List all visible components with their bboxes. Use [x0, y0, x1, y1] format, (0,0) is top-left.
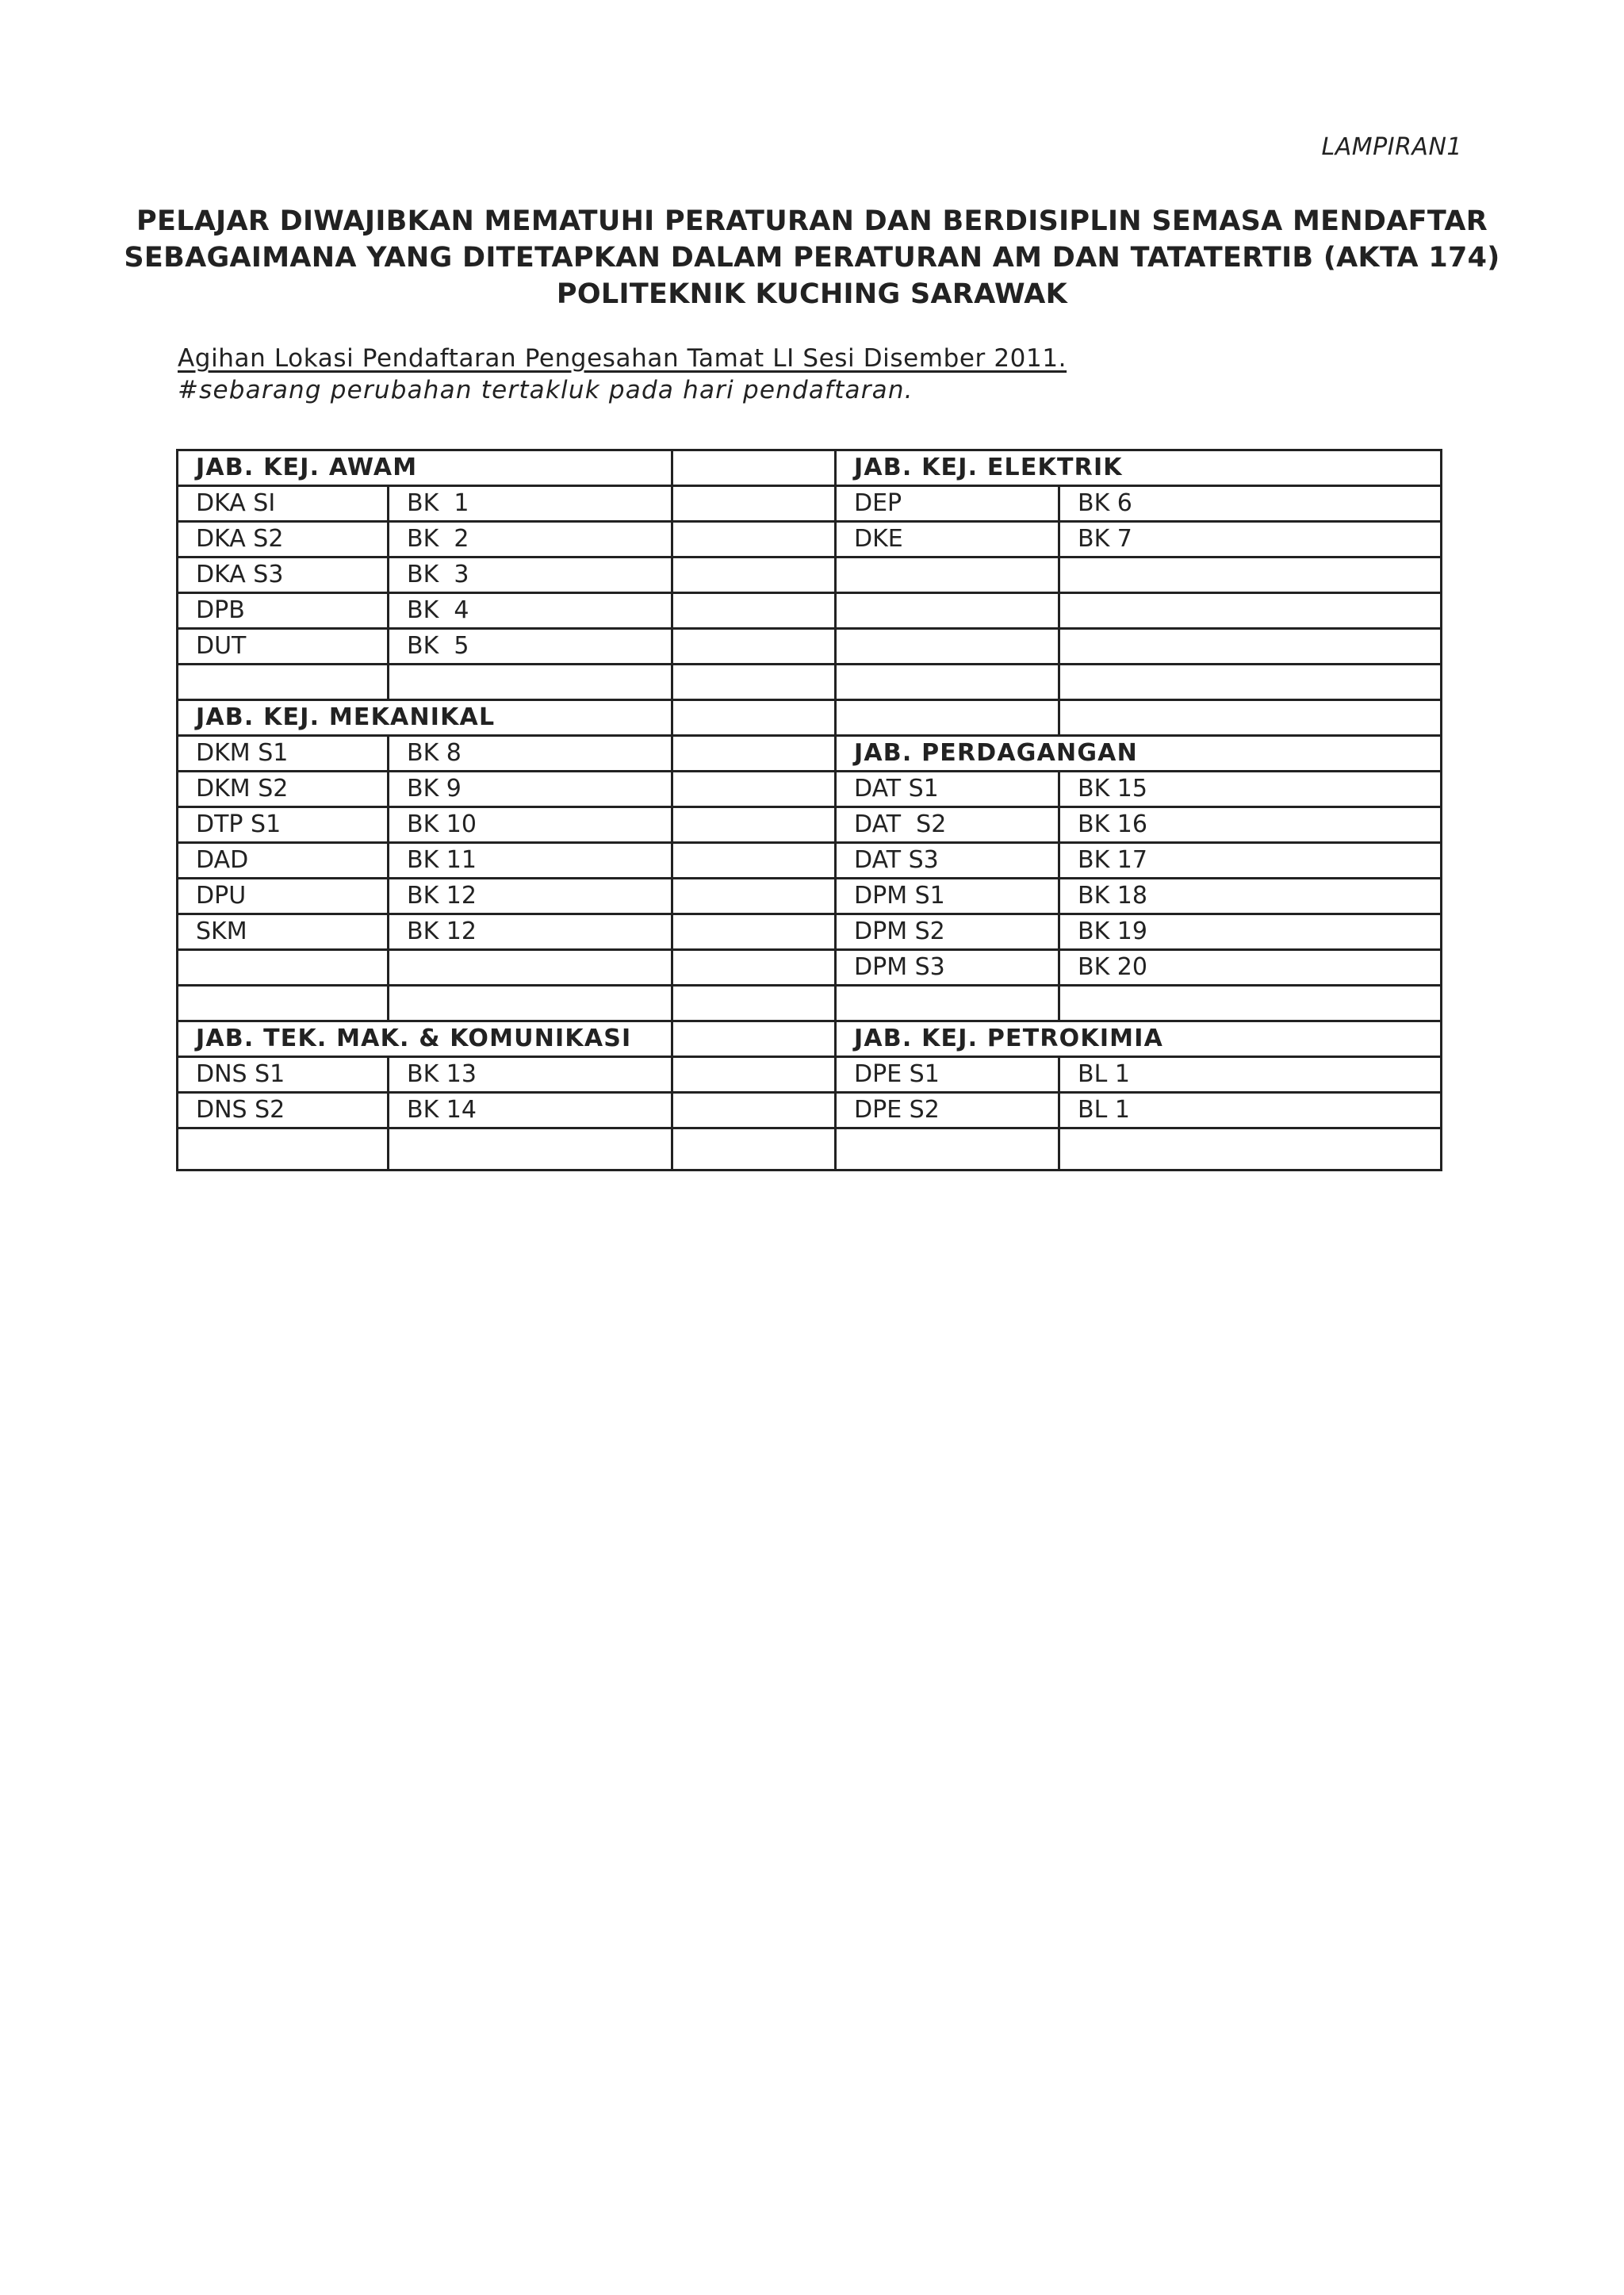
location-cell: BK 2: [389, 522, 672, 557]
program-cell: DAT S1: [836, 772, 1059, 807]
program-cell: DPM S3: [836, 950, 1059, 986]
table-caption: Agihan Lokasi Pendaftaran Pengesahan Tamat LI Sesi Disember 2011.: [178, 344, 1067, 373]
empty-cell: [672, 879, 836, 914]
table-row: [178, 522, 1442, 557]
table-row: [178, 843, 1442, 879]
empty-cell: [1059, 986, 1442, 1021]
table-row: [178, 1021, 1442, 1057]
program-cell: DNS S2: [178, 1093, 389, 1128]
program-cell: DPB: [178, 593, 389, 629]
table-row: [178, 1128, 1442, 1170]
program-cell: DKM S2: [178, 772, 389, 807]
empty-cell: [836, 700, 1059, 736]
empty-cell: [1059, 593, 1442, 629]
empty-cell: [672, 486, 836, 522]
empty-cell: [672, 557, 836, 593]
empty-cell: [389, 986, 672, 1021]
program-cell: SKM: [178, 914, 389, 950]
program-cell: DUT: [178, 629, 389, 665]
table-row: [178, 914, 1442, 950]
empty-cell: [389, 665, 672, 700]
empty-cell: [178, 950, 389, 986]
program-cell: DKE: [836, 522, 1059, 557]
location-cell: BK 9: [389, 772, 672, 807]
location-cell: BK 1: [389, 486, 672, 522]
program-cell: DPU: [178, 879, 389, 914]
location-cell: BK 11: [389, 843, 672, 879]
location-cell: BK 8: [389, 736, 672, 772]
empty-cell: [836, 665, 1059, 700]
empty-cell: [836, 1128, 1059, 1170]
program-cell: DPE S1: [836, 1057, 1059, 1093]
empty-cell: [1059, 700, 1442, 736]
location-cell: BK 16: [1059, 807, 1442, 843]
empty-cell: [672, 1057, 836, 1093]
empty-cell: [672, 843, 836, 879]
dept-header-awam: JAB. KEJ. AWAM: [178, 450, 389, 486]
dept-header-tmk: JAB. TEK. MAK. & KOMUNIKASI: [178, 1021, 389, 1057]
table-row: [178, 700, 1442, 736]
empty-cell: [672, 450, 836, 486]
table-row: [178, 486, 1442, 522]
program-cell: DEP: [836, 486, 1059, 522]
location-cell: BL 1: [1059, 1057, 1442, 1093]
program-cell: DTP S1: [178, 807, 389, 843]
program-cell: DNS S1: [178, 1057, 389, 1093]
program-cell: DPE S2: [836, 1093, 1059, 1128]
empty-cell: [672, 807, 836, 843]
program-cell: DAD: [178, 843, 389, 879]
location-cell: BK 20: [1059, 950, 1442, 986]
dept-header-elektrik: JAB. KEJ. ELEKTRIK: [836, 450, 1059, 486]
heading-line: SEBAGAIMANA YANG DITETAPKAN DALAM PERATURAN AM DAN TATATERTIB (AKTA 174): [124, 242, 1500, 274]
empty-cell: [389, 450, 672, 486]
location-cell: BK 5: [389, 629, 672, 665]
empty-cell: [178, 1128, 389, 1170]
program-cell: DPM S2: [836, 914, 1059, 950]
empty-cell: [389, 1128, 672, 1170]
location-cell: BK 3: [389, 557, 672, 593]
heading-line: POLITEKNIK KUCHING SARAWAK: [556, 278, 1068, 310]
program-cell: DPM S1: [836, 879, 1059, 914]
empty-cell: [836, 629, 1059, 665]
table-row: [178, 665, 1442, 700]
empty-cell: [1059, 665, 1442, 700]
location-cell: BK 6: [1059, 486, 1442, 522]
table-row: [178, 736, 1442, 772]
intro-block: [178, 343, 1067, 406]
location-cell: BK 10: [389, 807, 672, 843]
table-row: [178, 950, 1442, 986]
table-row: [178, 807, 1442, 843]
dept-header-petrokimia: JAB. KEJ. PETROKIMIA: [836, 1021, 1059, 1057]
empty-cell: [178, 986, 389, 1021]
location-cell: BK 4: [389, 593, 672, 629]
table-row: [178, 593, 1442, 629]
table-row: [178, 557, 1442, 593]
empty-cell: [1059, 1128, 1442, 1170]
table-row: [178, 1093, 1442, 1128]
empty-cell: [672, 593, 836, 629]
program-cell: DKA S3: [178, 557, 389, 593]
empty-cell: [672, 1128, 836, 1170]
location-cell: BK 19: [1059, 914, 1442, 950]
empty-cell: [836, 593, 1059, 629]
annex-label: LAMPIRAN1: [1321, 133, 1462, 161]
table-row: [178, 986, 1442, 1021]
dept-header-mekanikal: JAB. KEJ. MEKANIKAL: [178, 700, 389, 736]
empty-cell: [178, 665, 389, 700]
empty-cell: [389, 950, 672, 986]
table-row: [178, 450, 1442, 486]
empty-cell: [672, 736, 836, 772]
empty-cell: [836, 986, 1059, 1021]
program-cell: DAT S2: [836, 807, 1059, 843]
program-cell: DKM S1: [178, 736, 389, 772]
empty-cell: [836, 557, 1059, 593]
empty-cell: [672, 700, 836, 736]
empty-cell: [1059, 557, 1442, 593]
empty-cell: [672, 986, 836, 1021]
program-cell: DAT S3: [836, 843, 1059, 879]
dept-header-perdagangan: JAB. PERDAGANGAN: [836, 736, 1059, 772]
table-row: [178, 772, 1442, 807]
heading-line: PELAJAR DIWAJIBKAN MEMATUHI PERATURAN DAN BERDISIPLIN SEMASA MENDAFTAR: [136, 205, 1488, 237]
empty-cell: [672, 629, 836, 665]
program-cell: DKA SI: [178, 486, 389, 522]
location-cell: BK 17: [1059, 843, 1442, 879]
empty-cell: [672, 1021, 836, 1057]
location-cell: BL 1: [1059, 1093, 1442, 1128]
location-cell: BK 7: [1059, 522, 1442, 557]
location-cell: BK 15: [1059, 772, 1442, 807]
document-heading: [119, 203, 1505, 312]
location-cell: BK 14: [389, 1093, 672, 1128]
location-cell: BK 18: [1059, 879, 1442, 914]
location-cell: BK 13: [389, 1057, 672, 1093]
empty-cell: [672, 522, 836, 557]
table-row: [178, 879, 1442, 914]
empty-cell: [672, 1093, 836, 1128]
registration-location-table: [176, 449, 1442, 1171]
empty-cell: [672, 665, 836, 700]
location-cell: BK 12: [389, 879, 672, 914]
program-cell: DKA S2: [178, 522, 389, 557]
table-row: [178, 1057, 1442, 1093]
empty-cell: [672, 950, 836, 986]
empty-cell: [672, 914, 836, 950]
empty-cell: [1059, 629, 1442, 665]
empty-cell: [672, 772, 836, 807]
location-cell: BK 12: [389, 914, 672, 950]
change-note: #sebarang perubahan tertakluk pada hari pendaftaran.: [178, 376, 914, 404]
table-row: [178, 629, 1442, 665]
